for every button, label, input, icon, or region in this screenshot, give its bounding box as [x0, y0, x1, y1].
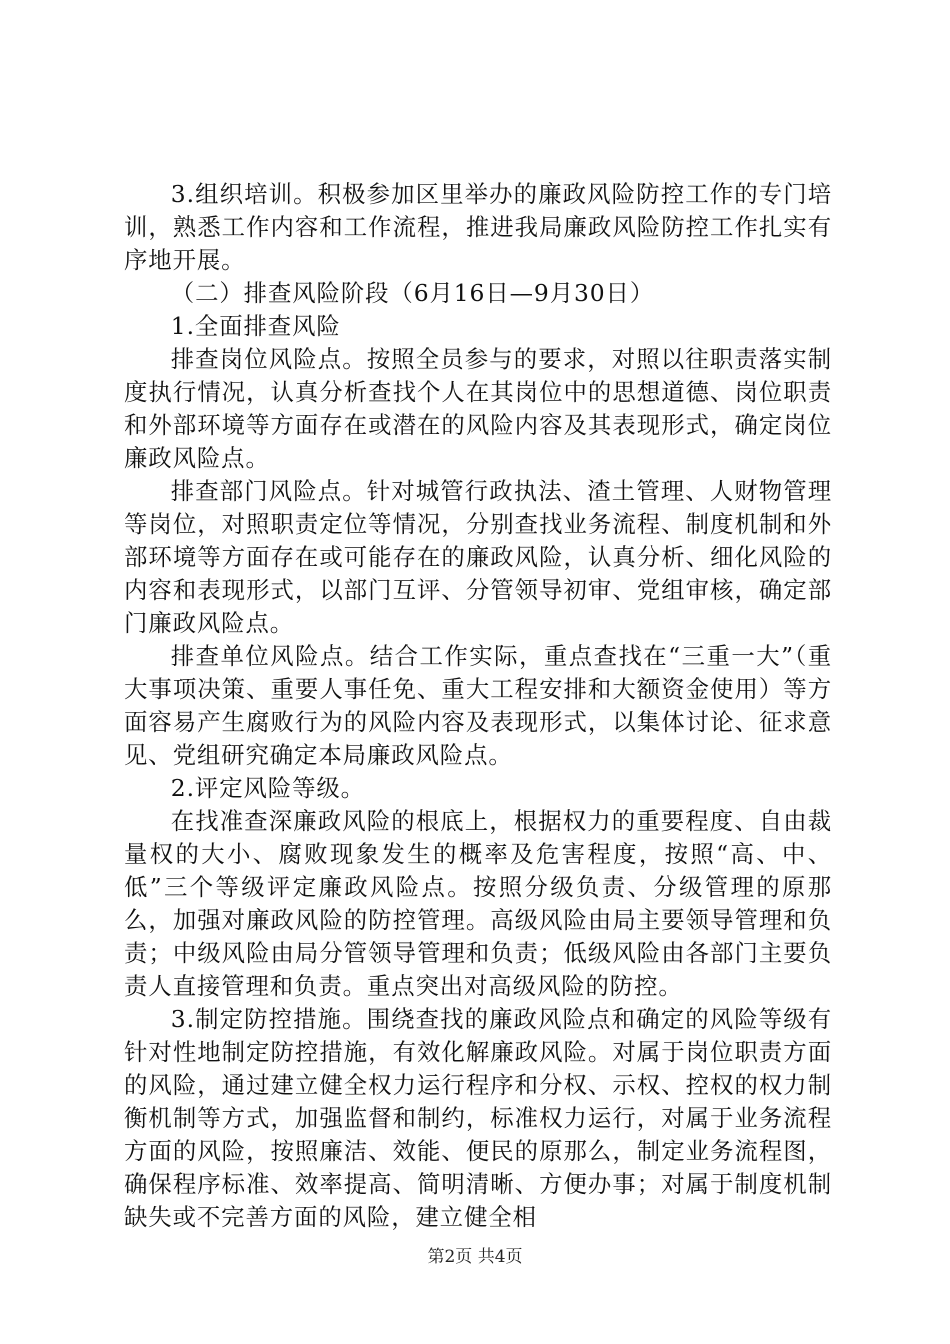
document-body [124, 178, 832, 1234]
page-footer: 第2页 共4页 [427, 1247, 523, 1267]
paragraph-training: 3.组织培训。积极参加区里举办的廉政风险防控工作的专门培训，熟悉工作内容和工作流程，推进我局廉政风险防控工作扎实有序地开展。 [124, 180, 832, 274]
paragraph-post-risk: 排查岗位风险点。按照全员参与的要求，对照以往职责落实制度执行情况，认真分析查找个人在其岗位中的思想道德、岗位职责和外部环境等方面存在或潜在的风险内容及其表现形式，确定岗位廉政风险点。 [124, 345, 832, 472]
subheading-risk-grading: 2.评定风险等级。 [170, 774, 365, 802]
paragraph-unit-risk: 排查单位风险点。结合工作实际，重点查找在“三重一大”（重大事项决策、重要人事任免、重大工程安排和大额资金使用）等方面容易产生腐败行为的风险内容及表现形式，以集体讨论、征求意见、党组研究确定本局廉政风险点。 [124, 642, 832, 769]
paragraph-department-risk: 排查部门风险点。针对城管行政执法、渣土管理、人财物管理等岗位，对照职责定位等情况，分别查找业务流程、制度机制和外部环境等方面存在或可能存在的廉政风险，认真分析、细化风险的内容和表现形式，以部门互评、分管领导初审、党组审核，确定部门廉政风险点。 [124, 477, 832, 637]
paragraph-risk-grading: 在找准查深廉政风险的根底上，根据权力的重要程度、自由裁量权的大小、腐败现象发生的概率及危害程度，按照“高、中、低”三个等级评定廉政风险点。按照分级负责、分级管理的原那么，加强对廉政风险的防控管理。高级风险由局主要领导管理和负责；中级风险由局分管领导管理和负责；低级风险由各部门主要负责人直接管理和负责。重点突出对高级风险的防控。 [124, 807, 832, 1000]
subheading-full-screening: 1.全面排查风险 [170, 312, 341, 340]
paragraph-control-measures: 3.制定防控措施。围绕查找的廉政风险点和确定的风险等级有针对性地制定防控措施，有效化解廉政风险。对属于岗位职责方面的风险，通过建立健全权力运行程序和分权、示权、控权的权力制衡机制等方式，加强监督和制约，标准权力运行，对属于业务流程方面的风险，按照廉洁、效能、便民的原那么，制定业务流程图，确保程序标准、效率提高、简明清晰、方便办事；对属于制度机制缺失或不完善方面的风险，建立健全相 [124, 1005, 832, 1231]
section-heading-risk-screening: （二）排查风险阶段（6月16日—9月30日） [170, 279, 655, 307]
